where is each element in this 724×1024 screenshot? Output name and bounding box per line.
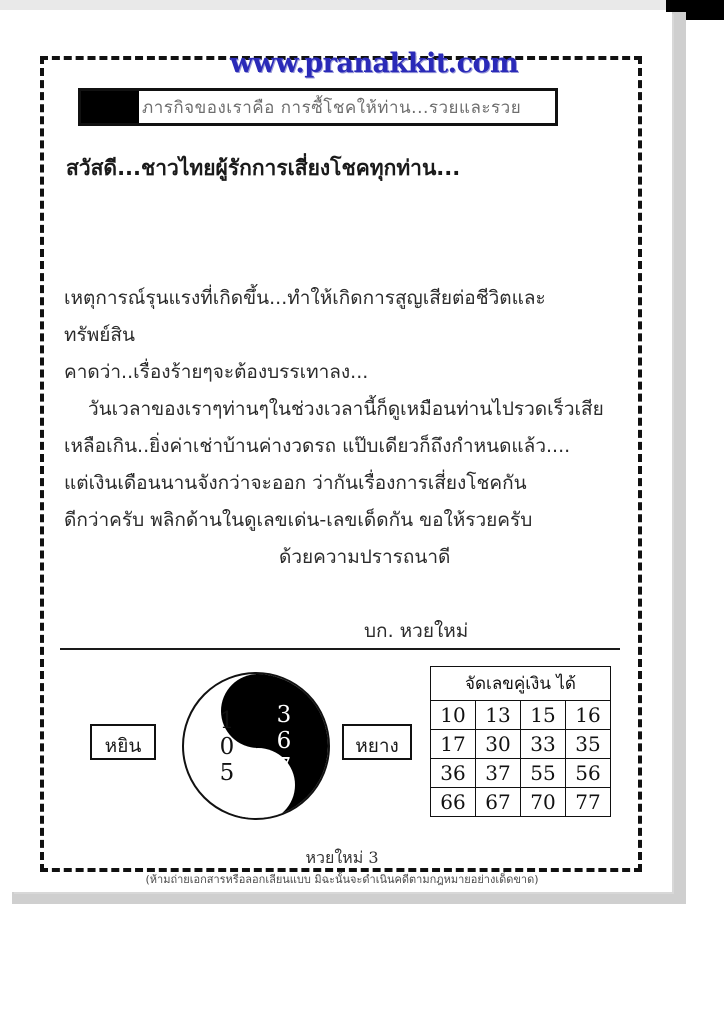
table-cell: 36 bbox=[431, 759, 476, 788]
body-text bbox=[64, 280, 604, 650]
sheet-shadow-bottom bbox=[12, 892, 686, 904]
paragraph-line: แต่เงินเดือนนานจังกว่าจะออก ว่ากันเรื่องการเสี่ยงโชคกัน bbox=[64, 472, 527, 494]
yang-label-box bbox=[342, 724, 412, 760]
table-cell: 13 bbox=[476, 701, 521, 730]
yin-yang-circle bbox=[182, 672, 330, 820]
headline-black-block bbox=[81, 91, 139, 123]
table-cell: 33 bbox=[521, 730, 566, 759]
table-cell: 30 bbox=[476, 730, 521, 759]
table-cell: 70 bbox=[521, 788, 566, 817]
table-cell: 35 bbox=[566, 730, 611, 759]
yin-label-box bbox=[90, 724, 156, 760]
footer-page-label: หวยใหม่ 3 bbox=[305, 848, 379, 867]
table-row bbox=[431, 701, 611, 730]
table-header: จัดเลขคู่เงิน ได้ bbox=[431, 667, 611, 701]
closing-line: ด้วยความปรารถนาดี bbox=[279, 546, 451, 568]
table-cell: 37 bbox=[476, 759, 521, 788]
sheet-shadow-right bbox=[672, 12, 686, 902]
paper-sheet bbox=[12, 12, 672, 892]
yin-numbers: 1 0 5 bbox=[219, 708, 235, 786]
paragraph-line: คาดว่า..เรื่องร้ายๆจะต้องบรรเทาลง... bbox=[64, 361, 369, 383]
table-cell: 15 bbox=[521, 701, 566, 730]
section-divider bbox=[60, 648, 620, 650]
pair-number-table bbox=[430, 666, 611, 817]
paragraph-line: ดีกว่าครับ พลิกด้านในดูเลขเด่น-เลขเด็ดกัน ขอให้รวยครับ bbox=[64, 509, 533, 531]
headline-text: ภารกิจของเราคือ การซื้โชคให้ท่าน...รวยและรวย bbox=[142, 98, 522, 118]
table-row bbox=[431, 730, 611, 759]
yang-label: หยาง bbox=[355, 735, 399, 757]
greeting-text: สวัสดี...ชาวไทยผู้รักการเสี่ยงโชคทุกท่าน... bbox=[66, 156, 461, 180]
table-row bbox=[431, 788, 611, 817]
table-cell: 55 bbox=[521, 759, 566, 788]
scan-top-edge bbox=[0, 0, 724, 10]
table-cell: 10 bbox=[431, 701, 476, 730]
table-cell: 56 bbox=[566, 759, 611, 788]
table-cell: 77 bbox=[566, 788, 611, 817]
table-cell: 66 bbox=[431, 788, 476, 817]
signature-line: บก. หวยใหม่ bbox=[364, 620, 469, 642]
table-row bbox=[431, 759, 611, 788]
yin-label: หยิน bbox=[104, 735, 142, 757]
table-body bbox=[431, 701, 611, 817]
paragraph-line: เหตุการณ์รุนแรงที่เกิดขึ้น...ทำให้เกิดการสูญเสียต่อชีวิตและทรัพย์สิน bbox=[64, 287, 546, 346]
yang-numbers: 3 6 7 bbox=[276, 702, 292, 780]
table-cell: 16 bbox=[566, 701, 611, 730]
footer-copyright-note: (ห้ามถ่ายเอกสารหรือลอกเลียนแบบ มิฉะนั้นจะดำเนินคดีตามกฎหมายอย่างเด็ดขาด) bbox=[145, 873, 539, 886]
paragraph-line: เหลือเกิน..ยิ่งค่าเช่าบ้านค่างวดรถ แป๊บเดียวก็ถึงกำหนดแล้ว.... bbox=[64, 435, 571, 457]
site-url-watermark: www.pranakkit.com bbox=[229, 48, 519, 79]
table-cell: 17 bbox=[431, 730, 476, 759]
table-cell: 67 bbox=[476, 788, 521, 817]
paragraph-line: วันเวลาของเราๆท่านๆในช่วงเวลานี้ก็ดูเหมือนท่านไปรวดเร็วเสีย bbox=[88, 398, 604, 420]
yin-yang-diagram bbox=[182, 672, 332, 822]
